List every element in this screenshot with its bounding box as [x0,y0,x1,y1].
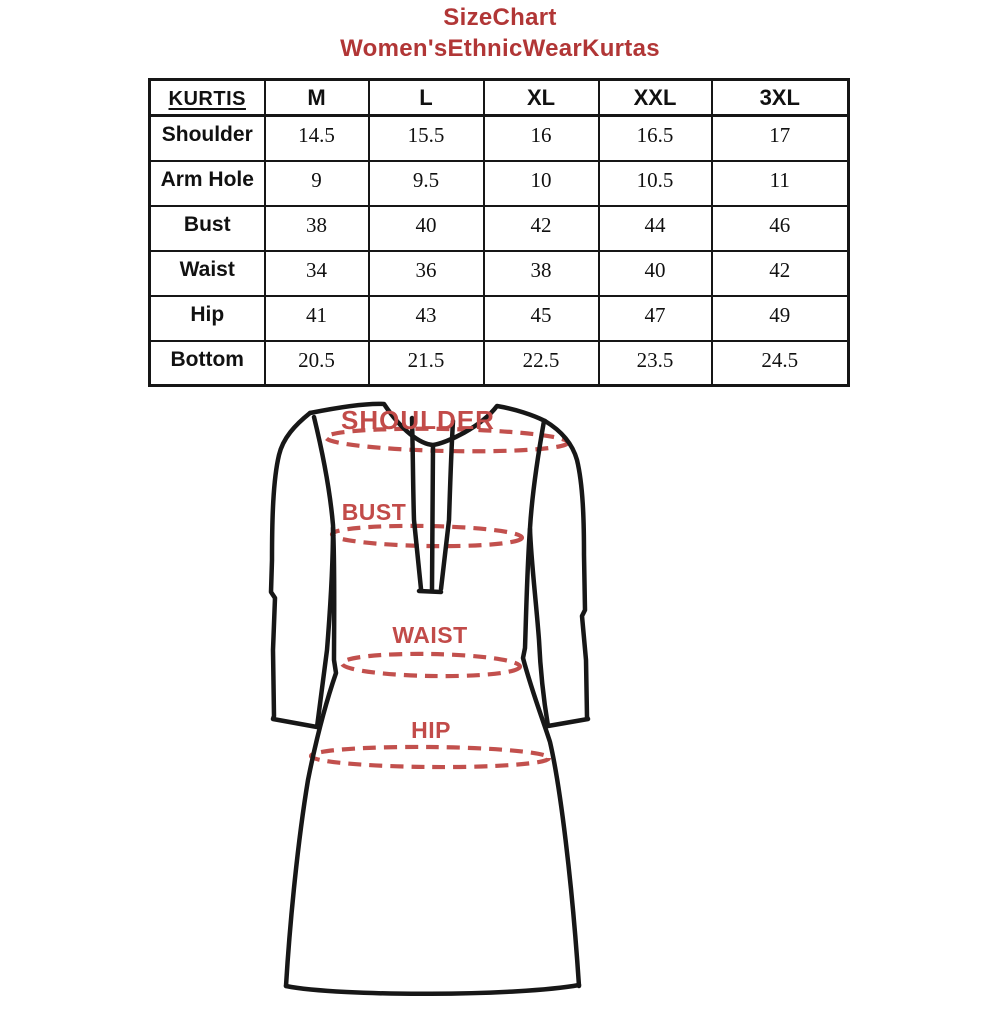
size-table [148,78,850,387]
table-cell: 47 [599,296,712,341]
table-cell: 17 [712,116,849,161]
table-cell: 49 [712,296,849,341]
table-cell: 11 [712,161,849,206]
kurta-outline-drawing [240,385,620,1010]
table-cell: 10 [484,161,599,206]
bust-dash-ellipse [332,524,522,547]
column-header-3xl: 3XL [712,80,849,116]
right-body-seam [523,421,579,986]
column-header-xl: XL [484,80,599,116]
page-header [0,2,1000,64]
table-cell: 42 [712,251,849,296]
table-row-shoulder [150,116,849,161]
table-cell: 42 [484,206,599,251]
row-label: Shoulder [150,116,265,161]
table-cell: 38 [265,206,369,251]
bust-label: BUST [341,499,407,525]
table-row-waist [150,251,849,296]
table-cell: 9 [265,161,369,206]
placket-right-line [441,421,453,589]
row-label: Arm Hole [150,161,265,206]
table-row-bottom [150,341,849,386]
row-label: Bottom [150,341,265,386]
table-cell: 14.5 [265,116,369,161]
kurta-outline [271,404,588,994]
kurta-measurement-diagram [240,385,620,1010]
placket-bottom-line [419,591,441,592]
waist-label: WAIST [392,622,468,648]
table-cell: 15.5 [369,116,484,161]
table-cell: 34 [265,251,369,296]
placket-center-slit [432,446,433,589]
table-cell: 41 [265,296,369,341]
left-body-seam [286,417,336,986]
row-label: Hip [150,296,265,341]
table-cell: 40 [599,251,712,296]
table-cell: 22.5 [484,341,599,386]
column-header-xxl: XXL [599,80,712,116]
table-header-row [150,80,849,116]
table-cell: 24.5 [712,341,849,386]
row-label: Bust [150,206,265,251]
placket-left-line [412,418,421,589]
table-cell: 23.5 [599,341,712,386]
row-label: Waist [150,251,265,296]
table-row-hip [150,296,849,341]
table-cell: 45 [484,296,599,341]
corner-header-cell [150,80,265,116]
table-cell: 44 [599,206,712,251]
shoulder-label: SHOULDER [341,405,495,435]
table-cell: 16.5 [599,116,712,161]
table-cell: 16 [484,116,599,161]
page-title: SizeChart [443,4,557,31]
waist-dash-ellipse [342,652,520,677]
table-row-armhole [150,161,849,206]
page-subtitle: Women'sEthnicWearKurtas [340,35,660,62]
corner-header-label: KURTIS [168,87,246,110]
table-cell: 46 [712,206,849,251]
hip-dash-ellipse [311,746,549,768]
table-row-bust [150,206,849,251]
table-cell: 10.5 [599,161,712,206]
table-cell: 21.5 [369,341,484,386]
table-cell: 20.5 [265,341,369,386]
column-header-l: L [369,80,484,116]
hip-label: HIP [411,717,451,743]
table-cell: 43 [369,296,484,341]
table-cell: 36 [369,251,484,296]
table-cell: 38 [484,251,599,296]
table-cell: 9.5 [369,161,484,206]
hem-line [286,985,579,994]
table-cell: 40 [369,206,484,251]
column-header-m: M [265,80,369,116]
